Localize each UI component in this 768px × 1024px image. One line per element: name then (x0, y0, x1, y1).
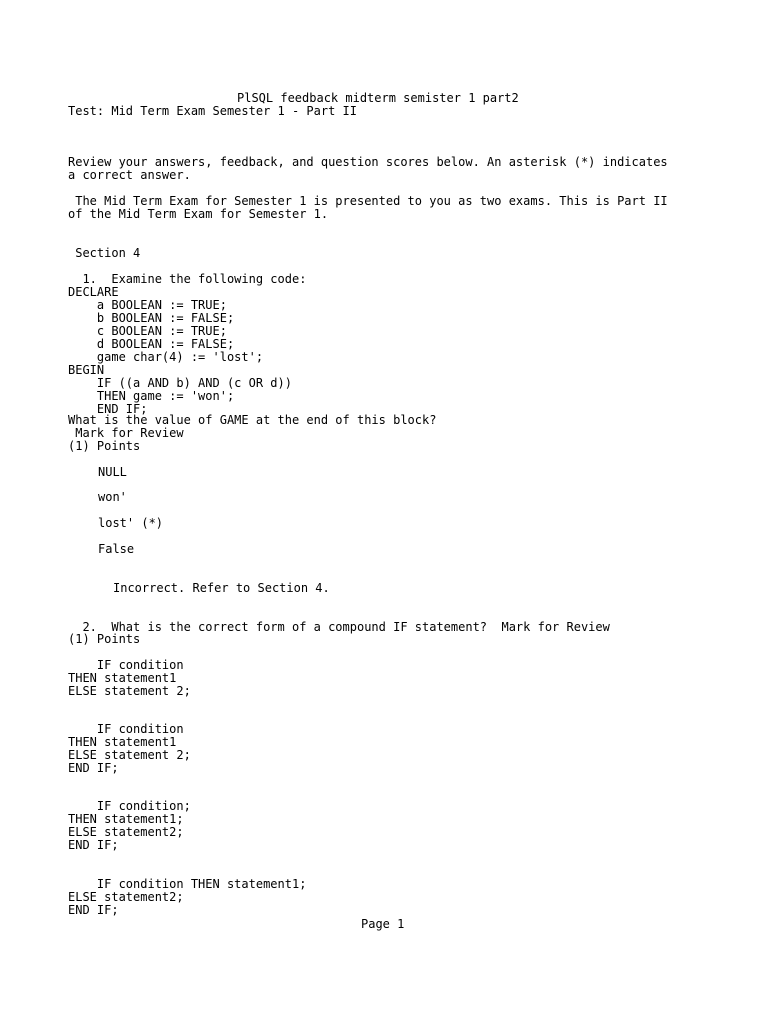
code-line: d BOOLEAN := FALSE; (68, 337, 235, 351)
q2-option-3-line: THEN statement1; (68, 812, 184, 826)
q2-option-1-line[interactable]: IF condition (68, 658, 184, 672)
review-instructions-line-1: Review your answers, feedback, and question scores below. An asterisk (*) indicates (68, 155, 668, 169)
question-1-prompt: 1. Examine the following code: (68, 272, 307, 286)
code-line: DECLARE (68, 285, 119, 299)
q2-option-3-line: ELSE statement2; (68, 825, 184, 839)
document-title: PlSQL feedback midterm semister 1 part2 (237, 91, 519, 105)
code-line: a BOOLEAN := TRUE; (68, 298, 227, 312)
mark-for-review-link[interactable]: Mark for Review (68, 426, 184, 440)
q2-option-1-line: ELSE statement 2; (68, 684, 191, 698)
q2-option-4-line[interactable]: IF condition THEN statement1; (68, 877, 307, 891)
section-heading: Section 4 (68, 246, 141, 260)
q2-option-4-line: ELSE statement2; (68, 890, 184, 904)
answer-option-won[interactable]: won' (98, 490, 127, 504)
code-line: c BOOLEAN := TRUE; (68, 324, 227, 338)
code-line: END IF; (68, 402, 148, 416)
q2-option-2-line: END IF; (68, 761, 119, 775)
review-instructions-line-2: a correct answer. (68, 168, 191, 182)
code-line: THEN game := 'won'; (68, 389, 235, 403)
answer-option-null[interactable]: NULL (98, 465, 127, 479)
question-1-points: (1) Points (68, 439, 141, 453)
q2-option-4-line: END IF; (68, 903, 119, 917)
code-line: IF ((a AND b) AND (c OR d)) (68, 376, 292, 390)
code-line: BEGIN (68, 363, 105, 377)
q2-option-2-line[interactable]: IF condition (68, 722, 184, 736)
q2-option-2-line: THEN statement1 (68, 735, 177, 749)
question-1-feedback: Incorrect. Refer to Section 4. (113, 581, 330, 595)
code-line: b BOOLEAN := FALSE; (68, 311, 235, 325)
q2-option-1-line: THEN statement1 (68, 671, 177, 685)
page-number: Page 1 (361, 917, 405, 931)
answer-option-false[interactable]: False (98, 542, 135, 556)
test-name: Test: Mid Term Exam Semester 1 - Part II (68, 104, 357, 118)
question-2-points: (1) Points (68, 632, 141, 646)
q2-option-3-line[interactable]: IF condition; (68, 799, 191, 813)
question-2-prompt: 2. What is the correct form of a compound IF statement? Mark for Review (68, 620, 610, 634)
question-1-text: What is the value of GAME at the end of this block? (68, 413, 437, 427)
q2-option-3-line: END IF; (68, 838, 119, 852)
q2-option-2-line: ELSE statement 2; (68, 748, 191, 762)
exam-info-line-1: The Mid Term Exam for Semester 1 is presented to you as two exams. This is Part II (68, 194, 668, 208)
exam-info-line-2: of the Mid Term Exam for Semester 1. (68, 207, 329, 221)
answer-option-lost-correct[interactable]: lost' (*) (98, 516, 164, 530)
code-line: game char(4) := 'lost'; (68, 350, 264, 364)
